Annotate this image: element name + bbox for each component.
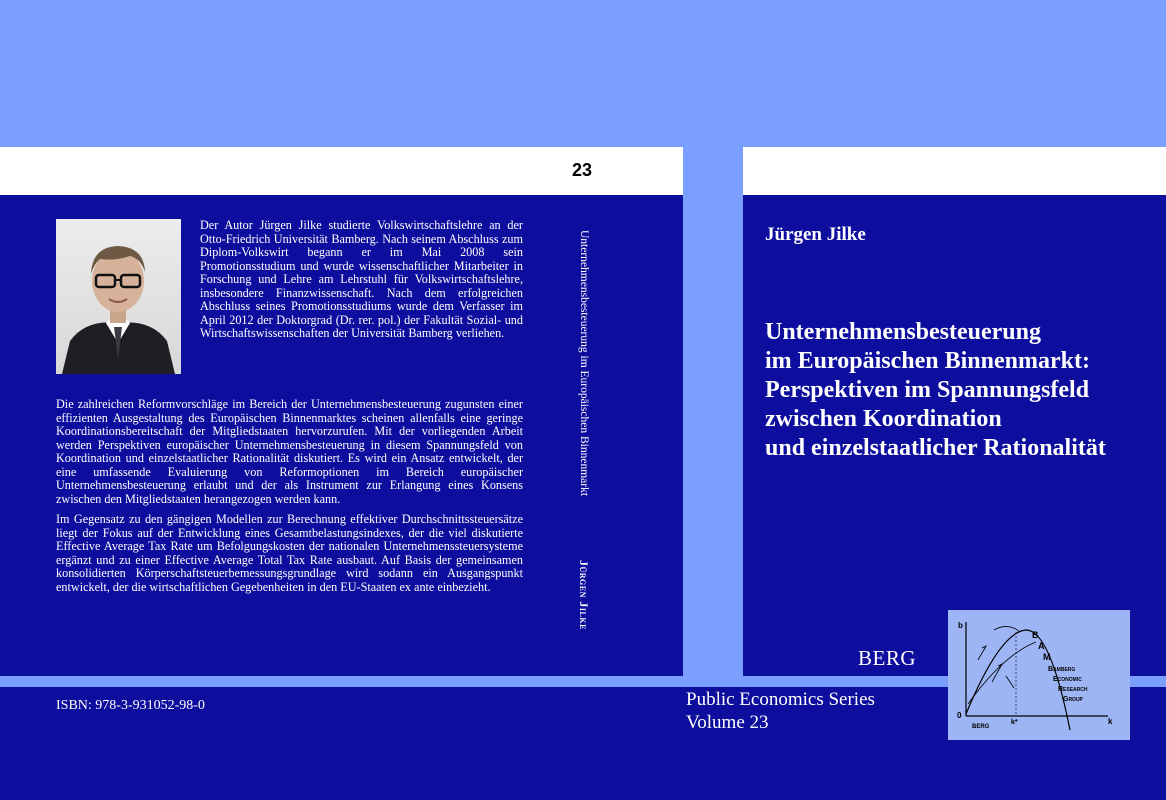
front-author: Jürgen Jilke <box>765 224 866 245</box>
publisher-name: BERG <box>858 646 917 670</box>
author-photo <box>56 219 181 374</box>
isbn: ISBN: 978-3-931052-98-0 <box>56 698 205 713</box>
blurb-paragraph: Im Gegensatz zu den gängigen Modellen zur Berechnung effektiver Durchschnittssteuersätze liegt der Fokus auf der Entwicklung eines Gesamtbelastungsindexes, der die viel diskutierte Effective Average Tax Rate um Befolgungskosten der nationalen Unternehmenssteuersysteme ergänzt und zu einer Effective Average Total Tax Rate ausbaut. Auf Basis der gemeinsamen konsolidierten Körperschaftsteuerbemessungsgrundlage wird sodann ein Ausgangspunkt entwickelt, der die wirtschaftlichen Gegebenheiten in den EU-Staaten ex ante einbezieht. <box>56 512 523 594</box>
book-blurb <box>56 398 523 601</box>
series-volume: Volume 23 <box>686 712 769 733</box>
book-title <box>765 318 1145 463</box>
logo-kstar: k* <box>1011 719 1018 726</box>
title-line: Perspektiven im Spannungsfeld <box>765 377 1090 403</box>
logo-text-bamberg: Bamberg <box>1048 666 1076 673</box>
spine-author-text: Jürgen Jilke <box>577 560 591 630</box>
logo-origin: 0 <box>957 711 962 720</box>
logo-axis-b: b <box>958 621 963 630</box>
title-line: zwischen Koordination <box>765 406 1002 432</box>
logo-text-group: Group <box>1063 696 1083 703</box>
logo-letter-a: A <box>1038 641 1045 651</box>
logo-text-research: Research <box>1058 686 1088 693</box>
spine-title-text: Unternehmensbesteuerung im Europäischen Binnenmarkt <box>578 230 590 497</box>
logo-letter-m: M <box>1043 652 1051 662</box>
series-name: Public Economics Series <box>686 689 875 710</box>
blurb-paragraph: Die zahlreichen Reformvorschläge im Bereich der Unternehmensbesteuerung zugunsten einer effizienten Ausgestaltung des Europäischen Binnenmarktes scheinen allenfalls eine geringe Koordinationsbereitschaft der Mitgliedstaaten hervorzurufen. Mit der vorliegenden Arbeit werden Perspektiven europäischer Unternehmensbesteuerung in diesem Spannungsfeld von Koordination und einzelstaatlicher Rationalität diskutiert. Es wird ein Ansatz entwickelt, der eine umfassende Evaluierung von Reformoptionen im Bereich europäischer Unternehmensbesteuerung erlaubt und der als Instrument zur Erlangung eines Konsens zwischen den Mitgliedstaaten herangezogen werden kann. <box>56 397 523 506</box>
logo-axis-k: k <box>1108 717 1113 726</box>
series-info <box>686 688 875 734</box>
bamberg-economic-research-group-logo <box>948 610 1130 740</box>
logo-small-berg: BERG <box>972 724 990 730</box>
top-light-band <box>0 0 1166 147</box>
spine-stripe <box>683 0 743 676</box>
volume-number: 23 <box>571 160 593 180</box>
title-line: im Europäischen Binnenmarkt: <box>765 348 1090 374</box>
title-line: und einzelstaatlicher Rationalität <box>765 435 1106 461</box>
spine-author <box>571 560 597 670</box>
title-line: Unternehmensbesteuerung <box>765 319 1041 345</box>
logo-letter-b: B <box>1032 630 1039 640</box>
author-bio: Der Autor Jürgen Jilke studierte Volkswirtschaftslehre an der Otto-Friedrich Universität Bamberg. Nach seinem Abschluss zum Diplom-Volkswirt begann er im Mai 2008 sein Promotionsstudium und wurde wissenschaftlicher Mitarbeiter in Forschung und Lehre am Lehrstuhl für Volkswirtschaftslehre, insbesondere Finanzwissenschaft. Nach dem erfolgreichen Abschluss seines Promotionsstudiums wurde dem Verfasser im April 2012 der Doktorgrad (Dr. rer. pol.) der Fakultät Sozial- und Wirtschaftswissenschaften der Universität Bamberg verliehen. <box>200 218 523 340</box>
logo-text-economic: Economic <box>1053 676 1082 683</box>
